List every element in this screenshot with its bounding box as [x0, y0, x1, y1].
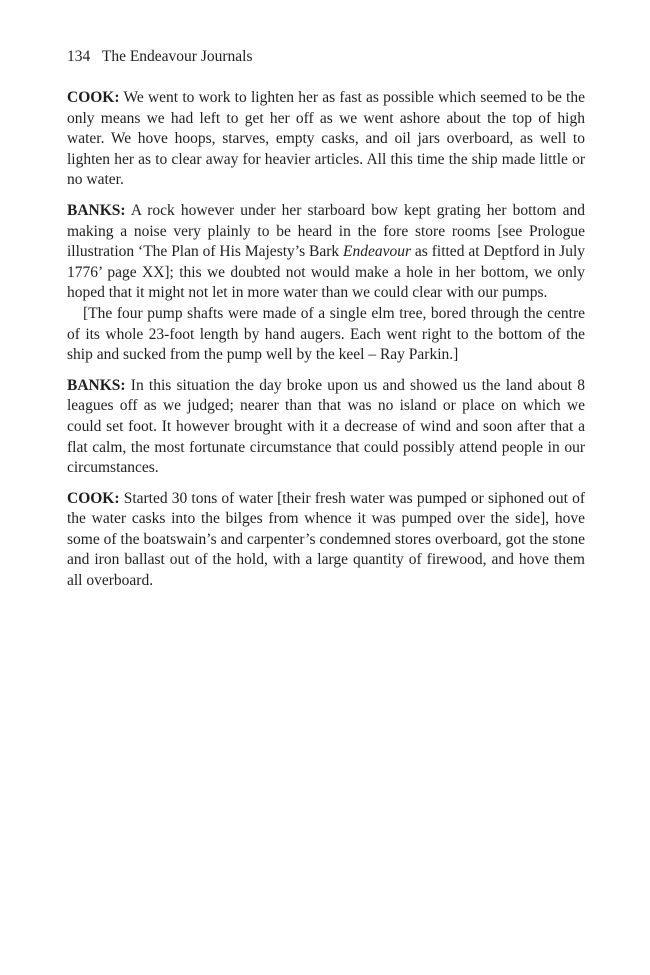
journal-entry	[67, 489, 585, 592]
running-head	[67, 46, 585, 68]
editorial-note	[67, 304, 585, 366]
journal-entry	[67, 88, 585, 191]
entry-text: Started 30 tons of water [their fresh water was pumped or siphoned out of the water casks into the bilges from whence it was pumped over the side], hove some of the boatswain’s and carpenter’s condemned stores overboard, got the stone and iron ballast out of the hold, with a large quantity of firewood, and hove them all overboard.	[67, 489, 586, 590]
ship-name: Endeavour	[343, 243, 412, 261]
page-number: 134	[67, 48, 91, 65]
speaker-label: BANKS:	[67, 376, 126, 394]
entry-text-continued: as fitted at Deptford in July 1776’ page XX]; this we doubted not would make a hole in her bottom, we only hoped that it might not let in more water than we could clear with our pumps.	[67, 243, 586, 302]
speaker-label: COOK:	[67, 489, 120, 507]
book-page	[67, 46, 585, 602]
entry-text: In this situation the day broke upon us and showed us the land about 8 leagues off as we judged; nearer than that was no island or place on which we could set foot. It however brought with it a decrease of wind and soon after that a flat calm, the most fortunate circumstance that could possibly attend people in our circumstances.	[67, 376, 585, 477]
note-text: [The four pump shafts were made of a single elm tree, bored through the centre of its whole 23-foot length by hand augers. Each went right to the bottom of the ship and sucked from the pump well by the keel – Ray Parkin.]	[67, 304, 585, 364]
book-title: The Endeavour Journals	[101, 48, 253, 65]
speaker-label: COOK:	[67, 89, 120, 106]
speaker-label: BANKS:	[67, 201, 126, 219]
entry-text: A rock however under her starboard bow kept grating her bottom and making a noise very plainly to be heard in the fore store rooms [see Prologue illustration ‘The Plan of His Majesty’s Bark	[67, 201, 586, 261]
journal-entry	[67, 376, 585, 479]
entry-text: We went to work to lighten her as fast as possible which seemed to be the only means we had left to get her off as we went ashore about the top of high water. We hove hoops, starves, empty casks, and oil jars overboard, as well to lighten her as to clear away for heavier articles. All this time the ship made little or no water.	[67, 89, 585, 189]
journal-entry	[67, 201, 585, 304]
